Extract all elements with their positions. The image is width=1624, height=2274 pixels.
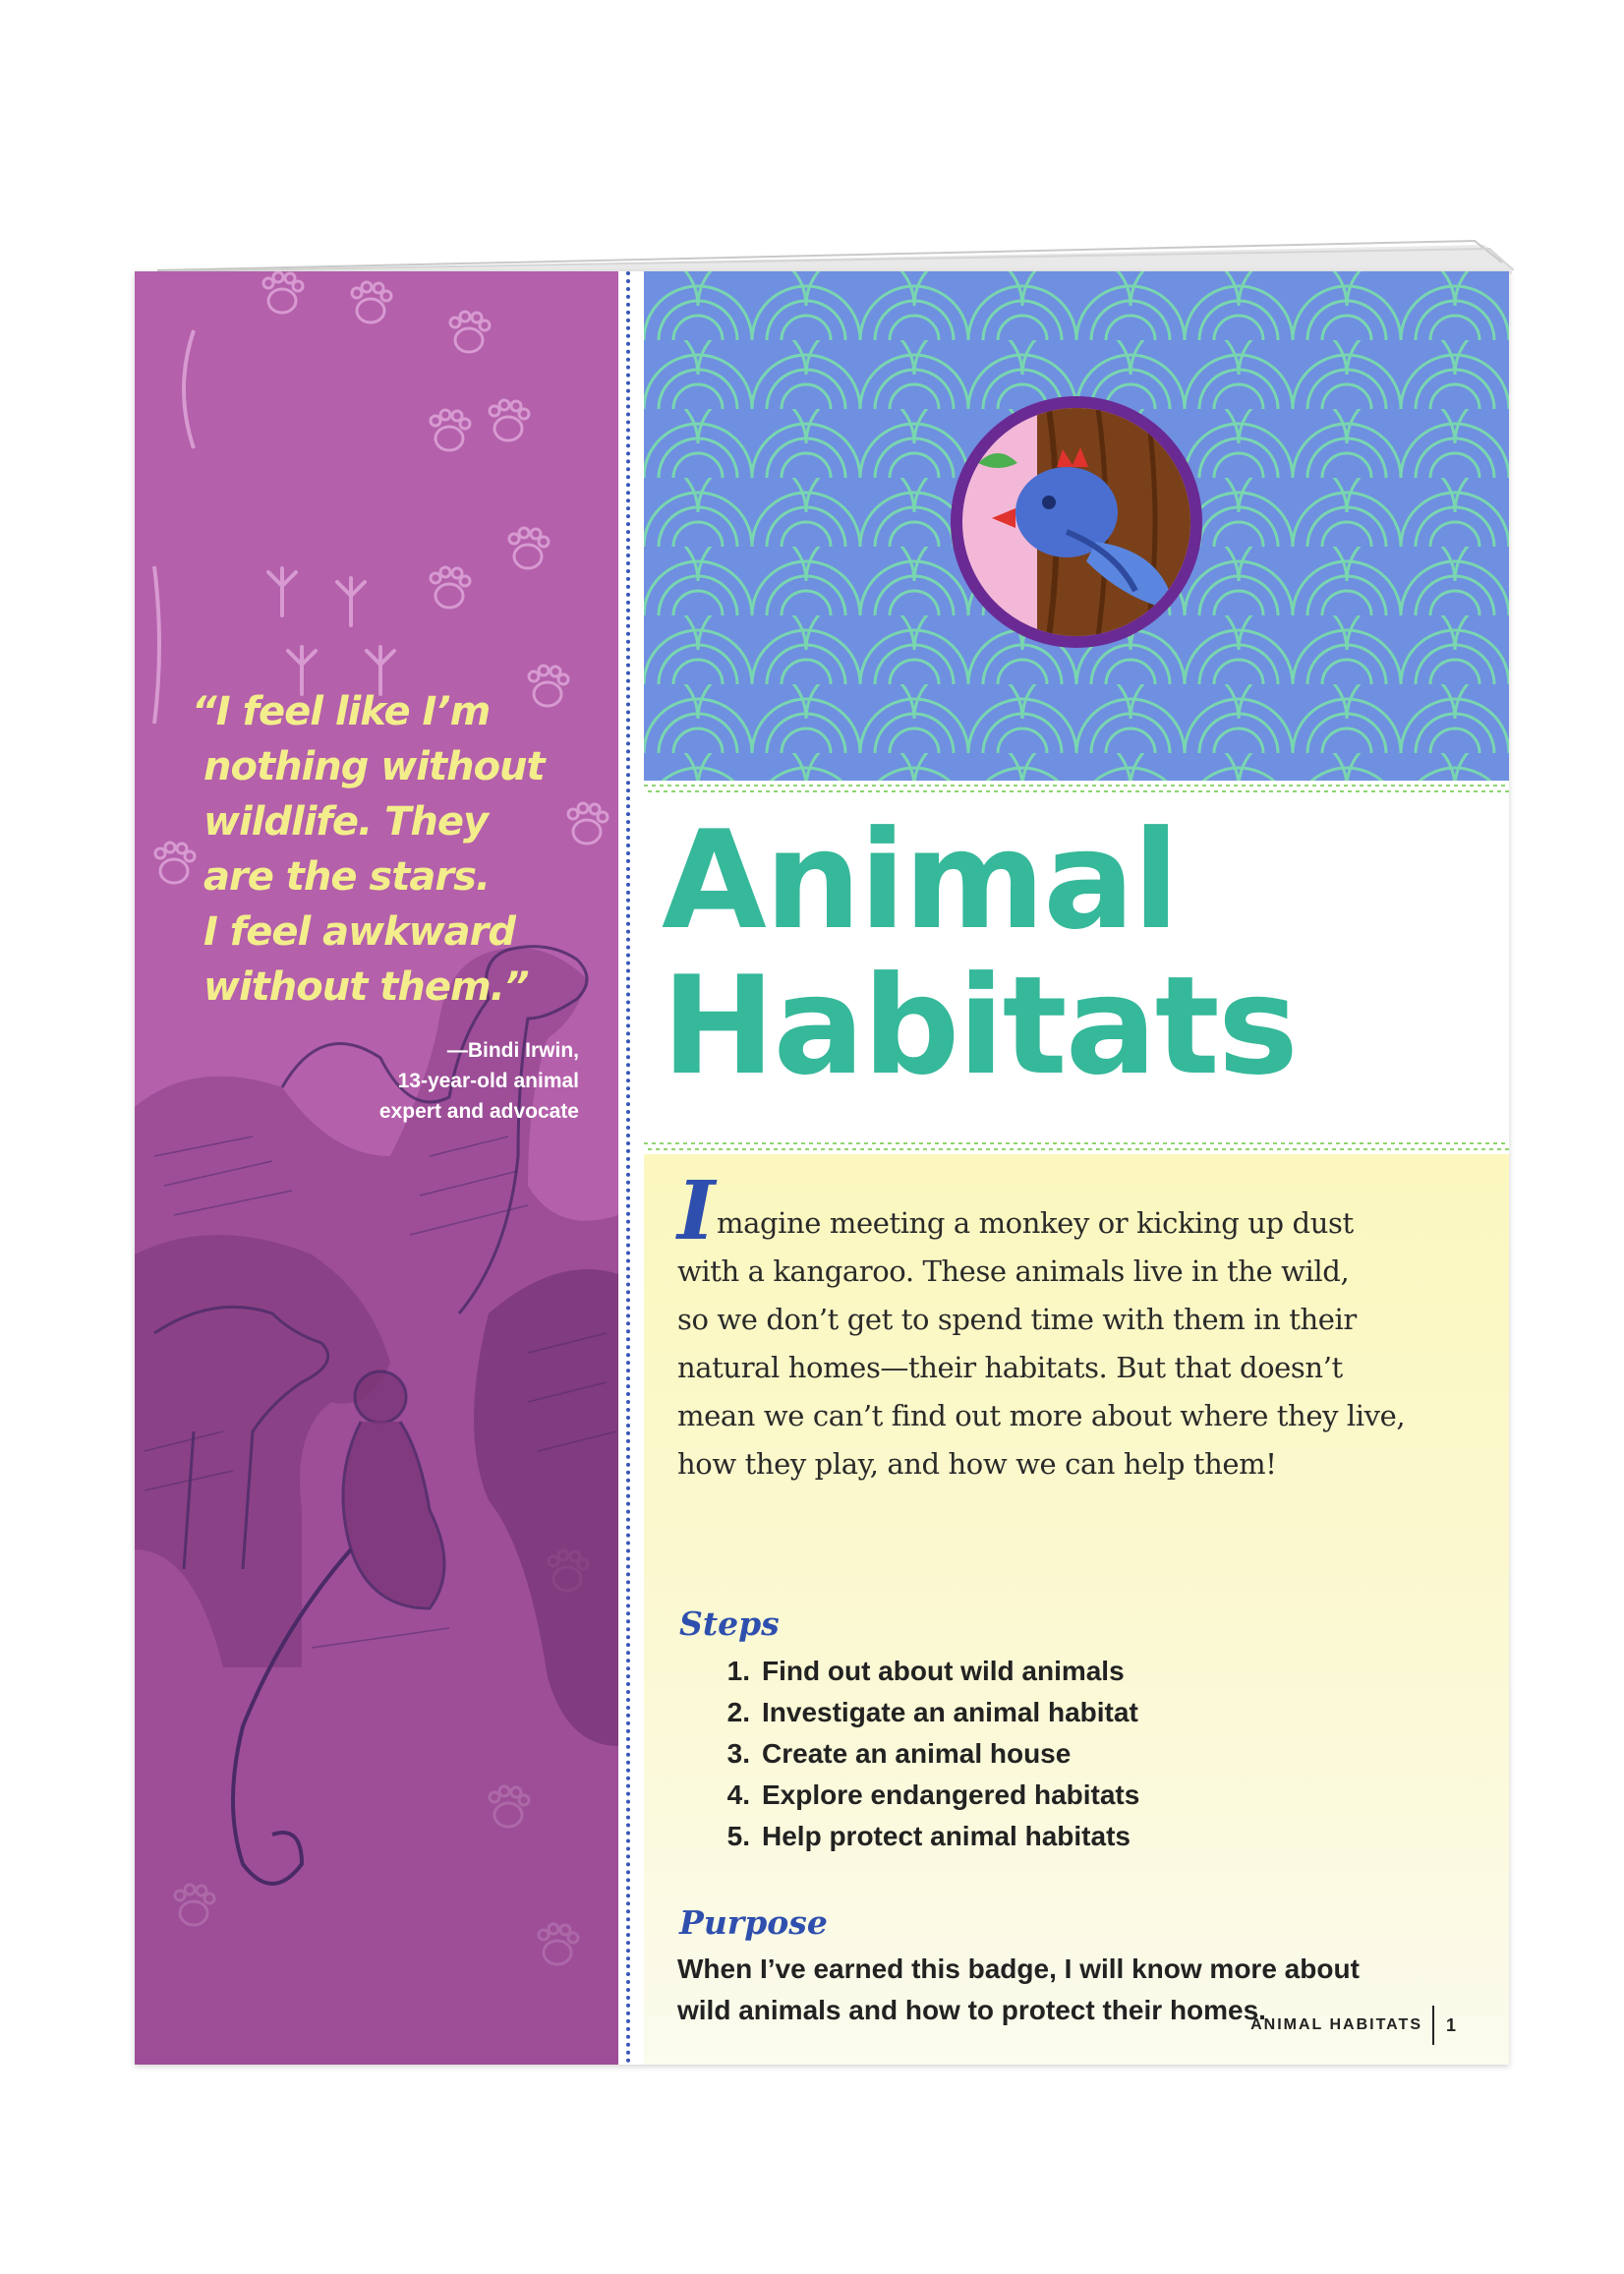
intro-line: natural homes—their habitats. But that doesn’t bbox=[677, 1351, 1343, 1384]
badge-content bbox=[644, 1154, 1509, 2065]
intro-paragraph bbox=[677, 1164, 1444, 1488]
drop-cap: I bbox=[677, 1164, 715, 1258]
steps-list bbox=[679, 1651, 1139, 1857]
booklet-page bbox=[135, 271, 1509, 2065]
intro-line: mean we can’t find out more about where they live, bbox=[677, 1399, 1406, 1432]
quote-line: nothing without bbox=[203, 744, 545, 789]
quote-attribution bbox=[284, 1035, 579, 1127]
quote-line: “I feel like I’m bbox=[192, 689, 491, 734]
animal-sketch-illustration bbox=[135, 271, 618, 2065]
badge-hero bbox=[644, 271, 1509, 781]
page-footer bbox=[1250, 2006, 1456, 2045]
step-number: 4. bbox=[726, 1779, 750, 1810]
intro-first-line: magine meeting a monkey or kicking up dust bbox=[716, 1206, 1354, 1240]
page-number: 1 bbox=[1445, 2014, 1456, 2035]
step-item bbox=[679, 1733, 1139, 1775]
title-line: Animal bbox=[662, 801, 1178, 960]
zigzag-border-top bbox=[644, 781, 1509, 796]
purpose-heading: Purpose bbox=[679, 1903, 828, 1942]
scallop-pattern bbox=[644, 271, 1509, 781]
quote-line: I feel awkward bbox=[203, 909, 515, 955]
attribution-line: 13-year-old animal bbox=[397, 1070, 579, 1092]
step-number: 3. bbox=[726, 1738, 750, 1769]
attribution-line: expert and advocate bbox=[378, 1100, 579, 1123]
step-text: Help protect animal habitats bbox=[762, 1821, 1131, 1851]
wildlife-quote bbox=[192, 684, 597, 1015]
step-item bbox=[679, 1816, 1139, 1857]
booklet-page-edges bbox=[147, 239, 1514, 274]
step-number: 1. bbox=[726, 1656, 750, 1686]
title-line: Habitats bbox=[662, 947, 1297, 1105]
footer-rule bbox=[1432, 2006, 1434, 2045]
purpose-line: When I’ve earned this badge, I will know more about bbox=[677, 1953, 1360, 1984]
steps-heading: Steps bbox=[679, 1604, 780, 1643]
step-text: Investigate an animal habitat bbox=[762, 1697, 1138, 1727]
step-text: Explore endangered habitats bbox=[762, 1779, 1140, 1810]
step-text: Create an animal house bbox=[762, 1738, 1072, 1769]
step-number: 5. bbox=[726, 1821, 750, 1851]
intro-line bbox=[677, 1164, 1444, 1258]
step-text: Find out about wild animals bbox=[762, 1656, 1125, 1686]
intro-line: with a kangaroo. These animals live in the wild, bbox=[677, 1254, 1350, 1288]
quote-sidebar bbox=[135, 271, 618, 2065]
attribution-line: —Bindi Irwin, bbox=[446, 1039, 579, 1062]
footer-label: ANIMAL HABITATS bbox=[1250, 2016, 1422, 2033]
quote-line: wildlife. They bbox=[203, 799, 489, 845]
step-item bbox=[679, 1692, 1139, 1733]
purpose-line: wild animals and how to protect their homes. bbox=[677, 1995, 1266, 2025]
step-item bbox=[679, 1651, 1139, 1692]
quote-line: are the stars. bbox=[203, 854, 491, 900]
intro-line: so we don’t get to spend time with them in their bbox=[677, 1303, 1357, 1336]
step-item bbox=[679, 1775, 1139, 1816]
zigzag-border-bottom bbox=[644, 1138, 1509, 1154]
quote-line: without them.” bbox=[203, 964, 529, 1010]
intro-line: how they play, and how we can help them! bbox=[677, 1447, 1277, 1481]
dotted-divider bbox=[626, 271, 630, 2065]
title-area bbox=[644, 796, 1509, 1138]
page-title bbox=[662, 801, 1297, 1105]
step-number: 2. bbox=[726, 1697, 750, 1727]
